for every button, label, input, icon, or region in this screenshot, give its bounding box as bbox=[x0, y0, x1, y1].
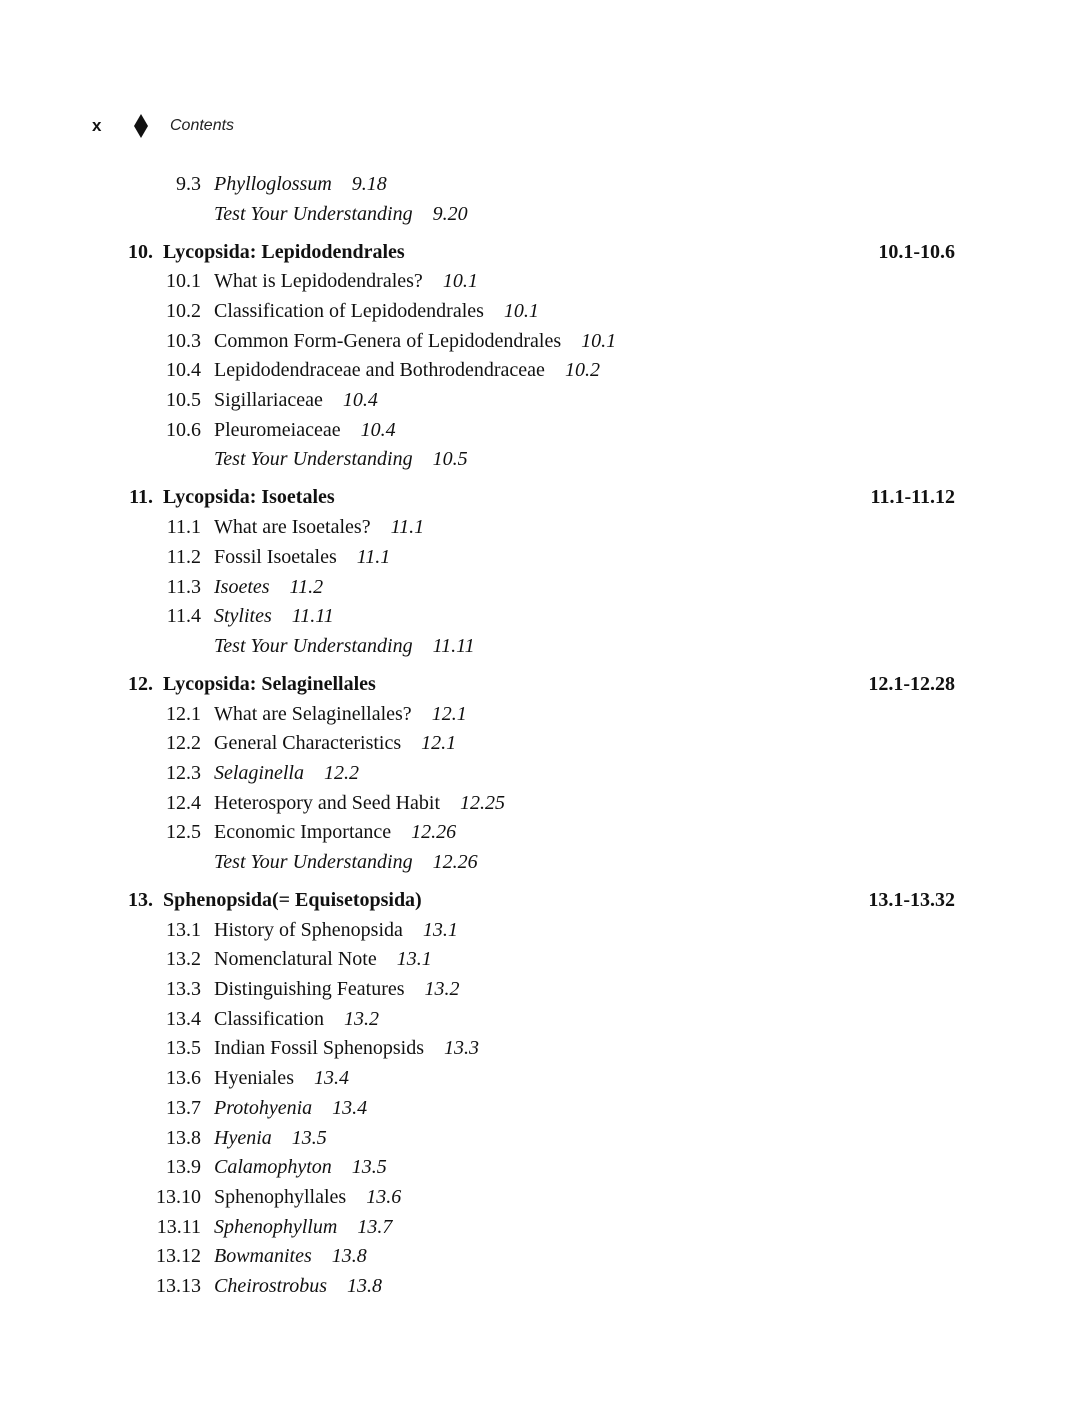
section-page: 13.3 bbox=[444, 1037, 480, 1060]
section-number: 10.4 bbox=[166, 359, 201, 382]
section-page: 12.26 bbox=[411, 821, 457, 844]
section-entry bbox=[0, 1033, 1088, 1063]
section-page: 13.5 bbox=[351, 1156, 387, 1179]
entry-title: Test Your Understanding bbox=[214, 448, 413, 471]
section-page: 10.2 bbox=[564, 359, 600, 382]
section-title: General Characteristics bbox=[214, 732, 402, 755]
chapter-page-range: 12.1-12.28 bbox=[868, 672, 955, 695]
chapter-number: 11. bbox=[129, 486, 153, 509]
section-title: Sphenophyllum bbox=[214, 1215, 338, 1238]
section-number: 13.7 bbox=[166, 1096, 201, 1119]
section-number: 12.4 bbox=[166, 791, 201, 814]
section-title: Sigillariaceae bbox=[214, 389, 323, 412]
section-title: Indian Fossil Sphenopsids bbox=[214, 1037, 425, 1060]
section-title: Phylloglossum bbox=[214, 173, 332, 195]
section-page: 13.8 bbox=[331, 1245, 367, 1268]
section-entry bbox=[0, 601, 1088, 631]
section-entry bbox=[0, 1004, 1088, 1034]
section-title: Hyeniales bbox=[214, 1067, 294, 1090]
section-number: 10.2 bbox=[166, 300, 201, 323]
section-entry bbox=[0, 915, 1088, 945]
section-title: History of Sphenopsida bbox=[214, 918, 403, 941]
chapter-number: 12. bbox=[128, 672, 153, 695]
section-page: 13.2 bbox=[424, 978, 460, 1001]
section-entry bbox=[0, 1212, 1088, 1242]
entry-page: 9.20 bbox=[432, 202, 468, 225]
section-page: 13.7 bbox=[357, 1215, 393, 1238]
section-number: 13.9 bbox=[166, 1156, 201, 1179]
section-title: Stylites bbox=[214, 605, 272, 628]
section-title: What is Lepidodendrales? bbox=[214, 270, 423, 293]
section-title: Nomenclatural Note bbox=[214, 948, 377, 971]
section-page: 11.2 bbox=[289, 575, 324, 598]
chapter-page-range: 11.1-11.12 bbox=[870, 486, 955, 509]
section-title: Sphenophyllales bbox=[214, 1185, 347, 1208]
section-entry bbox=[0, 572, 1088, 602]
section-entry bbox=[0, 817, 1088, 847]
entry-title: Test Your Understanding bbox=[214, 202, 413, 225]
section-page: 13.4 bbox=[332, 1096, 368, 1119]
chapter-heading bbox=[0, 482, 1088, 512]
section-page: 13.6 bbox=[366, 1185, 402, 1208]
entry-page: 11.11 bbox=[432, 634, 475, 657]
section-number: 11.4 bbox=[166, 605, 201, 628]
section-title: Classification of Lepidodendrales bbox=[214, 300, 484, 323]
section-page: 11.1 bbox=[390, 516, 425, 539]
section-title: Isoetes bbox=[214, 575, 270, 598]
page-number: x bbox=[92, 116, 102, 135]
section-entry bbox=[0, 1241, 1088, 1271]
section-title: Bowmanites bbox=[214, 1245, 312, 1268]
section-page: 13.1 bbox=[396, 948, 432, 971]
section-page: 13.2 bbox=[343, 1007, 379, 1030]
section-entry bbox=[0, 355, 1088, 385]
section-number: 13.13 bbox=[156, 1274, 201, 1297]
entry-page: 12.26 bbox=[432, 851, 478, 874]
section-number: 13.6 bbox=[166, 1067, 201, 1090]
section-page: 13.1 bbox=[422, 918, 458, 941]
section-entry bbox=[0, 699, 1088, 729]
chapter-title: Lycopsida: Lepidodendrales bbox=[163, 240, 405, 263]
section-number: 11.1 bbox=[166, 516, 201, 539]
entry-title: Test Your Understanding bbox=[214, 634, 413, 657]
section-title: Pleuromeiaceae bbox=[214, 418, 341, 441]
section-number: 13.8 bbox=[166, 1126, 201, 1149]
test-your-understanding-entry bbox=[0, 444, 1088, 474]
test-your-understanding-entry bbox=[0, 847, 1088, 877]
section-title: Calamophyton bbox=[214, 1156, 332, 1179]
section-title: What are Selaginellales? bbox=[214, 702, 412, 725]
section-entry bbox=[0, 169, 1088, 199]
section-number: 13.2 bbox=[166, 948, 201, 971]
section-title: Fossil Isoetales bbox=[214, 545, 337, 568]
section-page: 10.4 bbox=[360, 418, 396, 441]
section-title: Hyenia bbox=[214, 1126, 272, 1149]
section-page: 11.1 bbox=[356, 545, 391, 568]
section-page: 13.5 bbox=[291, 1126, 327, 1149]
section-page: 12.1 bbox=[421, 732, 457, 755]
section-page: 12.2 bbox=[323, 761, 359, 784]
section-entry bbox=[0, 758, 1088, 788]
section-page: 10.1 bbox=[581, 329, 617, 352]
entry-page: 10.5 bbox=[432, 448, 468, 471]
chapter-title: Sphenopsida(= Equisetopsida) bbox=[163, 889, 422, 911]
chapter-page-range: 10.1-10.6 bbox=[878, 240, 955, 263]
section-entry bbox=[0, 326, 1088, 356]
section-number: 10.1 bbox=[166, 270, 201, 293]
diamond-icon bbox=[126, 113, 156, 139]
section-entry bbox=[0, 542, 1088, 572]
section-entry bbox=[0, 728, 1088, 758]
running-head bbox=[92, 113, 234, 139]
section-number: 12.1 bbox=[166, 702, 201, 725]
section-number: 11.2 bbox=[166, 545, 201, 568]
table-of-contents bbox=[0, 169, 1088, 1301]
section-number: 13.12 bbox=[156, 1245, 201, 1268]
section-number: 10.3 bbox=[166, 329, 201, 352]
section-entry bbox=[0, 512, 1088, 542]
section-title: Classification bbox=[214, 1007, 324, 1030]
section-title: Cheirostrobus bbox=[214, 1274, 327, 1297]
chapter-heading bbox=[0, 885, 1088, 915]
section-entry bbox=[0, 944, 1088, 974]
section-number: 12.3 bbox=[166, 761, 201, 784]
section-entry bbox=[0, 788, 1088, 818]
section-entry bbox=[0, 385, 1088, 415]
section-entry bbox=[0, 1182, 1088, 1212]
section-title: What are Isoetales? bbox=[214, 516, 371, 539]
section-page: 10.1 bbox=[503, 300, 539, 323]
section-title: Heterospory and Seed Habit bbox=[214, 791, 441, 814]
test-your-understanding-entry bbox=[0, 199, 1088, 229]
chapter-number: 13. bbox=[128, 889, 153, 911]
section-number: 13.3 bbox=[166, 978, 201, 1001]
section-title: Lepidodendraceae and Bothrodendraceae bbox=[214, 359, 545, 382]
section-number: 10.6 bbox=[166, 418, 201, 441]
chapter-title: Lycopsida: Selaginellales bbox=[163, 672, 376, 695]
chapter-heading bbox=[0, 237, 1088, 267]
chapter-heading bbox=[0, 669, 1088, 699]
section-page: 12.25 bbox=[460, 791, 506, 814]
section-number: 13.4 bbox=[166, 1007, 201, 1030]
section-page: 9.18 bbox=[351, 173, 387, 195]
section-entry bbox=[0, 1123, 1088, 1153]
section-number: 12.5 bbox=[166, 821, 201, 844]
entry-title: Test Your Understanding bbox=[214, 851, 413, 874]
running-head-title: Contents bbox=[170, 117, 235, 134]
section-title: Common Form-Genera of Lepidodendrales bbox=[214, 329, 562, 352]
section-page: 13.8 bbox=[346, 1274, 382, 1297]
section-number: 13.1 bbox=[166, 918, 201, 941]
section-page: 13.4 bbox=[313, 1067, 349, 1090]
section-page: 10.4 bbox=[342, 389, 378, 412]
section-title: Selaginella bbox=[214, 761, 304, 784]
chapter-title: Lycopsida: Isoetales bbox=[163, 486, 335, 509]
section-entry bbox=[0, 266, 1088, 296]
section-number: 10.5 bbox=[166, 389, 201, 412]
section-page: 10.1 bbox=[442, 270, 478, 293]
section-entry bbox=[0, 1063, 1088, 1093]
chapter-number: 10. bbox=[128, 240, 153, 263]
section-entry bbox=[0, 1093, 1088, 1123]
section-entry bbox=[0, 1271, 1088, 1301]
section-number: 13.10 bbox=[156, 1185, 201, 1208]
section-entry bbox=[0, 974, 1088, 1004]
test-your-understanding-entry bbox=[0, 631, 1088, 661]
section-number: 13.5 bbox=[166, 1037, 201, 1060]
section-title: Distinguishing Features bbox=[214, 978, 405, 1001]
section-number: 11.3 bbox=[166, 575, 201, 598]
section-entry bbox=[0, 1152, 1088, 1182]
section-number: 13.11 bbox=[156, 1215, 201, 1238]
section-page: 12.1 bbox=[431, 702, 467, 725]
section-title: Protohyenia bbox=[214, 1096, 313, 1119]
section-number: 12.2 bbox=[166, 732, 201, 755]
section-number: 9.3 bbox=[176, 173, 201, 195]
section-entry bbox=[0, 415, 1088, 445]
chapter-page-range: 13.1-13.32 bbox=[868, 889, 955, 911]
section-page: 11.11 bbox=[291, 605, 334, 628]
section-title: Economic Importance bbox=[214, 821, 392, 844]
section-entry bbox=[0, 296, 1088, 326]
